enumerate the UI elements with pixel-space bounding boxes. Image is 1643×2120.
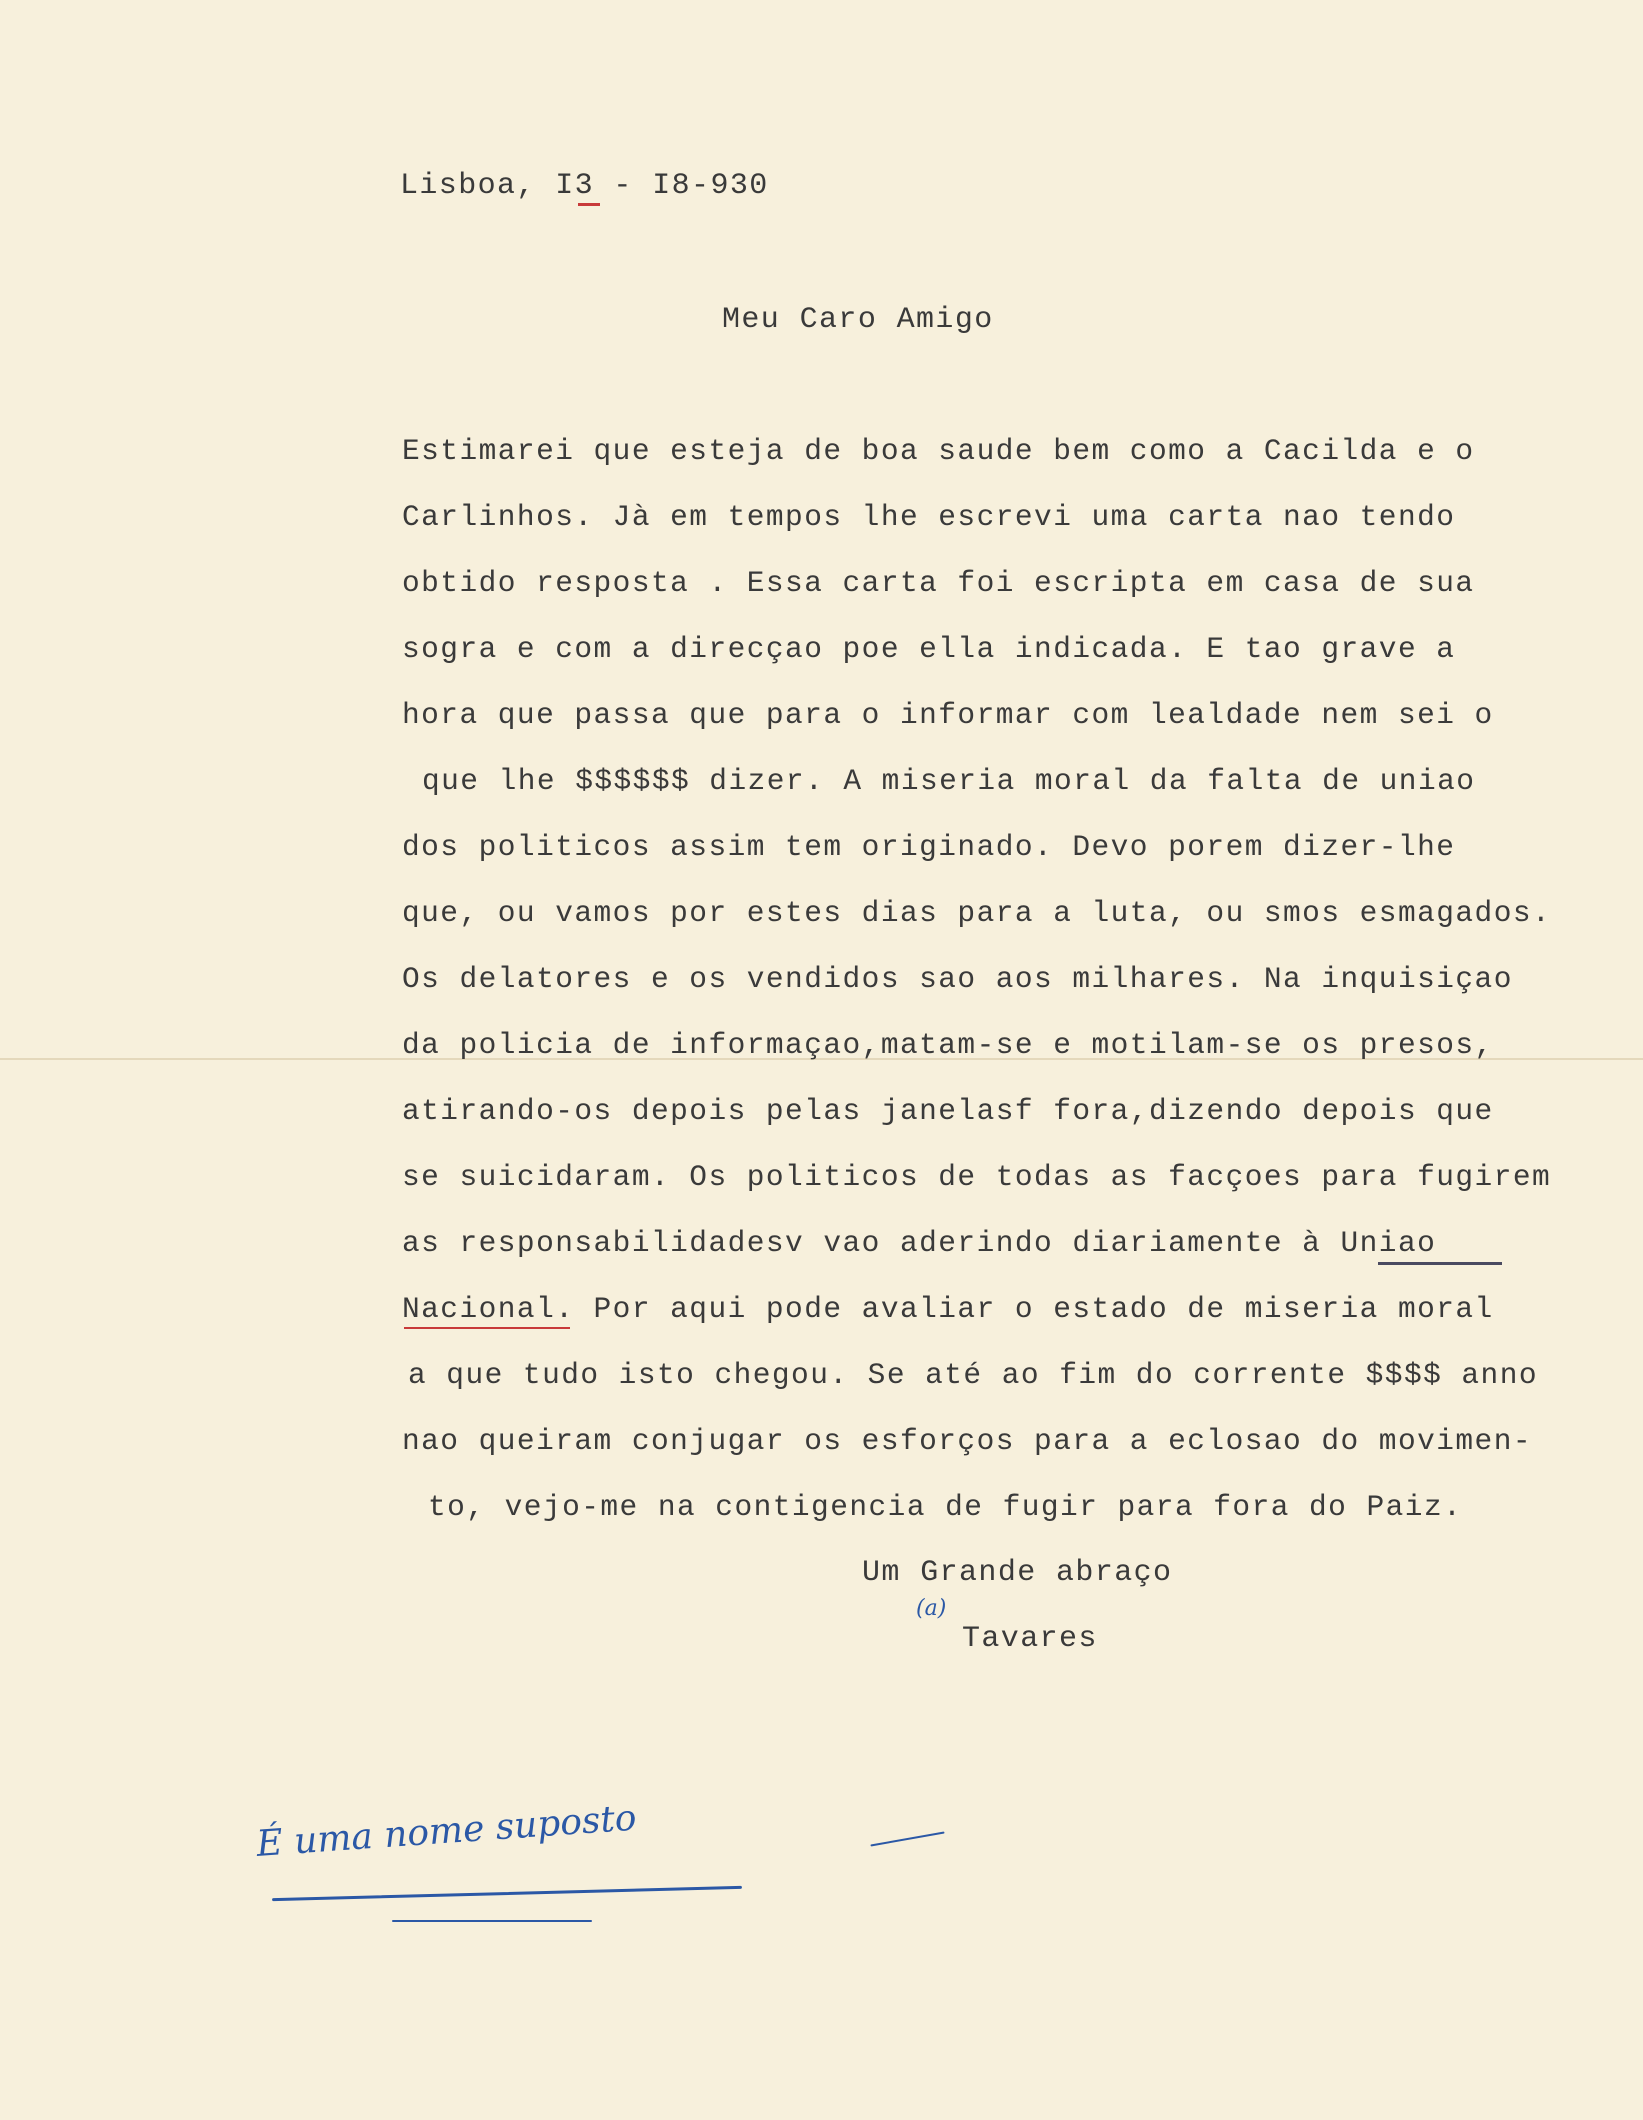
signature-prefix: (a) bbox=[916, 1596, 947, 1621]
body-line: atirando-os depois pelas janelasf fora,dizendo depois que bbox=[402, 1094, 1494, 1128]
body-line: da policia de informaçao,matam-se e motilam-se os presos, bbox=[402, 1028, 1494, 1062]
closing: Um Grande abraço bbox=[862, 1556, 1173, 1590]
salutation: Meu Caro Amigo bbox=[722, 303, 994, 337]
dateline: Lisboa, I3 - I8-930 bbox=[400, 169, 769, 203]
body-line: nao queiram conjugar os esforços para a eclosao do movimen- bbox=[402, 1424, 1533, 1458]
body-line: Carlinhos. Jà em tempos lhe escrevi uma carta nao tendo bbox=[402, 500, 1456, 534]
nacional-underline bbox=[404, 1327, 570, 1329]
body-line: Estimarei que esteja de boa saude bem como a Cacilda e o bbox=[402, 434, 1475, 468]
body-line: dos politicos assim tem originado. Devo porem dizer-lhe bbox=[402, 830, 1456, 864]
body-line: a que tudo isto chegou. Se até ao fim do corrente $$$$ anno bbox=[408, 1358, 1539, 1392]
red-pencil-mark bbox=[578, 203, 600, 206]
handwritten-underline bbox=[272, 1886, 742, 1901]
body-line: sogra e com a direcçao poe ella indicada. E tao grave a bbox=[402, 632, 1456, 666]
handwritten-note: É uma nome suposto bbox=[255, 1797, 638, 1865]
signature: Tavares bbox=[962, 1622, 1098, 1656]
body-line: to, vejo-me na contigencia de fugir para fora do Paiz. bbox=[428, 1490, 1463, 1524]
body-line: que, ou vamos por estes dias para a luta, ou smos esmagados. bbox=[402, 896, 1552, 930]
body-line: as responsabilidadesv vao aderindo diariamente à Uniao bbox=[402, 1226, 1437, 1260]
body-line: se suicidaram. Os politicos de todas as facçoes para fugirem bbox=[402, 1160, 1552, 1194]
body-line: que lhe $$$$$$ dizer. A miseria moral da falta de uniao bbox=[422, 764, 1476, 798]
body-line: obtido resposta . Essa carta foi escripta em casa de sua bbox=[402, 566, 1475, 600]
handwritten-underline-short bbox=[392, 1920, 592, 1922]
uniao-underline bbox=[1378, 1262, 1502, 1265]
body-line: hora que passa que para o informar com lealdade nem sei o bbox=[402, 698, 1494, 732]
handwritten-dash bbox=[870, 1832, 944, 1847]
body-line: Nacional. Por aqui pode avaliar o estado de miseria moral bbox=[402, 1292, 1494, 1326]
body-line: Os delatores e os vendidos sao aos milhares. Na inquisiçao bbox=[402, 962, 1513, 996]
